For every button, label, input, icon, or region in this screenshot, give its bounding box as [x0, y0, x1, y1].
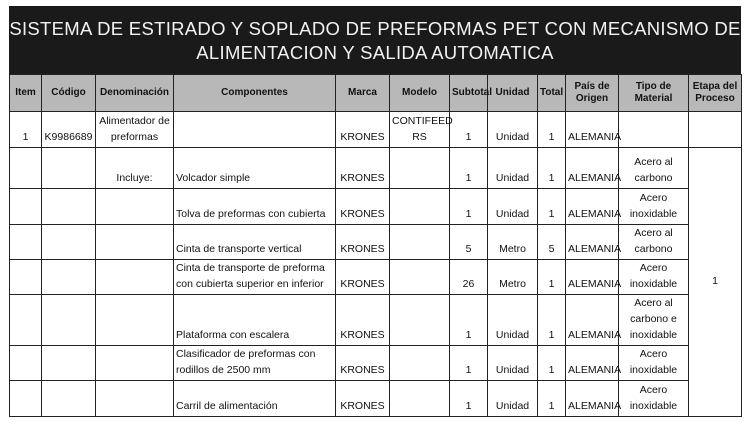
- cell-componentes: Cinta de transporte de preforma con cubierta superior en inferior: [174, 260, 336, 295]
- cell-unidad: Unidad: [488, 346, 538, 381]
- header-row: [10, 75, 742, 112]
- cell-item: 1: [10, 112, 42, 148]
- cell-marca: KRONES: [336, 381, 390, 417]
- cell-marca: KRONES: [336, 189, 390, 225]
- header-codigo: Código: [42, 75, 96, 112]
- cell-item: [10, 346, 42, 381]
- cell-marca: KRONES: [336, 148, 390, 189]
- cell-subtotal: 1: [450, 112, 488, 148]
- cell-componentes: Cinta de transporte vertical: [174, 225, 336, 260]
- cell-pais: ALEMANIA: [566, 295, 619, 346]
- cell-componentes: Carril de alimentación: [174, 381, 336, 417]
- cell-total: 1: [538, 295, 566, 346]
- table-row: [10, 189, 742, 225]
- table-row: [10, 112, 742, 148]
- table-row: [10, 346, 742, 381]
- header-subtotal: Subtotal: [450, 75, 488, 112]
- header-modelo: Modelo: [390, 75, 450, 112]
- cell-denominacion: Alimentador de preformas: [96, 112, 174, 148]
- cell-item: [10, 260, 42, 295]
- header-unidad: Unidad: [488, 75, 538, 112]
- cell-tipo: Acero inoxidable: [619, 189, 689, 225]
- cell-marca: KRONES: [336, 260, 390, 295]
- cell-componentes: Volcador simple: [174, 148, 336, 189]
- cell-tipo: Acero inoxidable: [619, 346, 689, 381]
- cell-marca: KRONES: [336, 112, 390, 148]
- table-row: [10, 225, 742, 260]
- table-row: [10, 381, 742, 417]
- title-line-1: SISTEMA DE ESTIRADO Y SOPLADO DE PREFORMAS PET CON MECANISMO DE: [9, 18, 741, 39]
- components-table: [9, 74, 742, 417]
- cell-codigo: [42, 381, 96, 417]
- cell-subtotal: 1: [450, 295, 488, 346]
- header-etapa: Etapa del Proceso: [689, 75, 742, 112]
- header-componentes: Componentes: [174, 75, 336, 112]
- cell-marca: KRONES: [336, 225, 390, 260]
- cell-etapa: 1: [689, 148, 742, 417]
- cell-modelo: CONTIFEED RS: [390, 112, 450, 148]
- cell-modelo: [390, 260, 450, 295]
- cell-pais: ALEMANIA: [566, 189, 619, 225]
- cell-etapa-top: [689, 112, 742, 148]
- cell-pais: ALEMANIA: [566, 346, 619, 381]
- cell-tipo: Acero inoxidable: [619, 260, 689, 295]
- header-total: Total: [538, 75, 566, 112]
- cell-item: [10, 189, 42, 225]
- cell-item: [10, 381, 42, 417]
- cell-tipo: [619, 112, 689, 148]
- cell-tipo: Acero al carbono: [619, 148, 689, 189]
- cell-denominacion: [96, 295, 174, 346]
- cell-item: [10, 225, 42, 260]
- cell-denominacion: [96, 225, 174, 260]
- cell-unidad: Unidad: [488, 381, 538, 417]
- cell-componentes: Plataforma con escalera: [174, 295, 336, 346]
- cell-componentes: Clasificador de preformas con rodillos de 2500 mm: [174, 346, 336, 381]
- cell-total: 1: [538, 346, 566, 381]
- cell-denominacion: Incluye:: [96, 148, 174, 189]
- cell-componentes: Tolva de preformas con cubierta: [174, 189, 336, 225]
- cell-denominacion: [96, 381, 174, 417]
- cell-unidad: Unidad: [488, 148, 538, 189]
- cell-total: 1: [538, 260, 566, 295]
- cell-total: 1: [538, 148, 566, 189]
- cell-modelo: [390, 225, 450, 260]
- header-denominacion: Denominación: [96, 75, 174, 112]
- document-title: [9, 6, 741, 74]
- cell-total: 1: [538, 381, 566, 417]
- cell-subtotal: 1: [450, 346, 488, 381]
- cell-subtotal: 1: [450, 189, 488, 225]
- header-tipo: Tipo de Material: [619, 75, 689, 112]
- cell-pais: ALEMANIA: [566, 148, 619, 189]
- table-row: [10, 148, 742, 189]
- cell-modelo: [390, 148, 450, 189]
- header-marca: Marca: [336, 75, 390, 112]
- cell-codigo: [42, 295, 96, 346]
- cell-subtotal: 1: [450, 148, 488, 189]
- cell-denominacion: [96, 189, 174, 225]
- cell-codigo: [42, 260, 96, 295]
- cell-total: 5: [538, 225, 566, 260]
- cell-tipo: Acero al carbono e inoxidable: [619, 295, 689, 346]
- cell-item: [10, 148, 42, 189]
- table-row: [10, 260, 742, 295]
- cell-total: 1: [538, 189, 566, 225]
- cell-unidad: Unidad: [488, 189, 538, 225]
- cell-codigo: [42, 148, 96, 189]
- cell-codigo: [42, 346, 96, 381]
- title-line-2: ALIMENTACION Y SALIDA AUTOMATICA: [196, 42, 554, 63]
- cell-unidad: Metro: [488, 225, 538, 260]
- cell-codigo: [42, 189, 96, 225]
- cell-subtotal: 26: [450, 260, 488, 295]
- cell-marca: KRONES: [336, 295, 390, 346]
- header-item: Item: [10, 75, 42, 112]
- cell-modelo: [390, 381, 450, 417]
- cell-total: 1: [538, 112, 566, 148]
- cell-pais: ALEMANIA: [566, 112, 619, 148]
- cell-subtotal: 1: [450, 381, 488, 417]
- cell-modelo: [390, 346, 450, 381]
- cell-codigo: K9986689: [42, 112, 96, 148]
- cell-pais: ALEMANIA: [566, 381, 619, 417]
- cell-tipo: Acero al carbono: [619, 225, 689, 260]
- cell-pais: ALEMANIA: [566, 225, 619, 260]
- cell-tipo: Acero inoxidable: [619, 381, 689, 417]
- cell-marca: KRONES: [336, 346, 390, 381]
- cell-pais: ALEMANIA: [566, 260, 619, 295]
- cell-denominacion: [96, 346, 174, 381]
- cell-unidad: Unidad: [488, 112, 538, 148]
- cell-modelo: [390, 189, 450, 225]
- cell-item: [10, 295, 42, 346]
- table-row: [10, 295, 742, 346]
- cell-unidad: Metro: [488, 260, 538, 295]
- cell-unidad: Unidad: [488, 295, 538, 346]
- cell-codigo: [42, 225, 96, 260]
- cell-componentes: [174, 112, 336, 148]
- cell-denominacion: [96, 260, 174, 295]
- header-pais: País de Origen: [566, 75, 619, 112]
- cell-subtotal: 5: [450, 225, 488, 260]
- cell-modelo: [390, 295, 450, 346]
